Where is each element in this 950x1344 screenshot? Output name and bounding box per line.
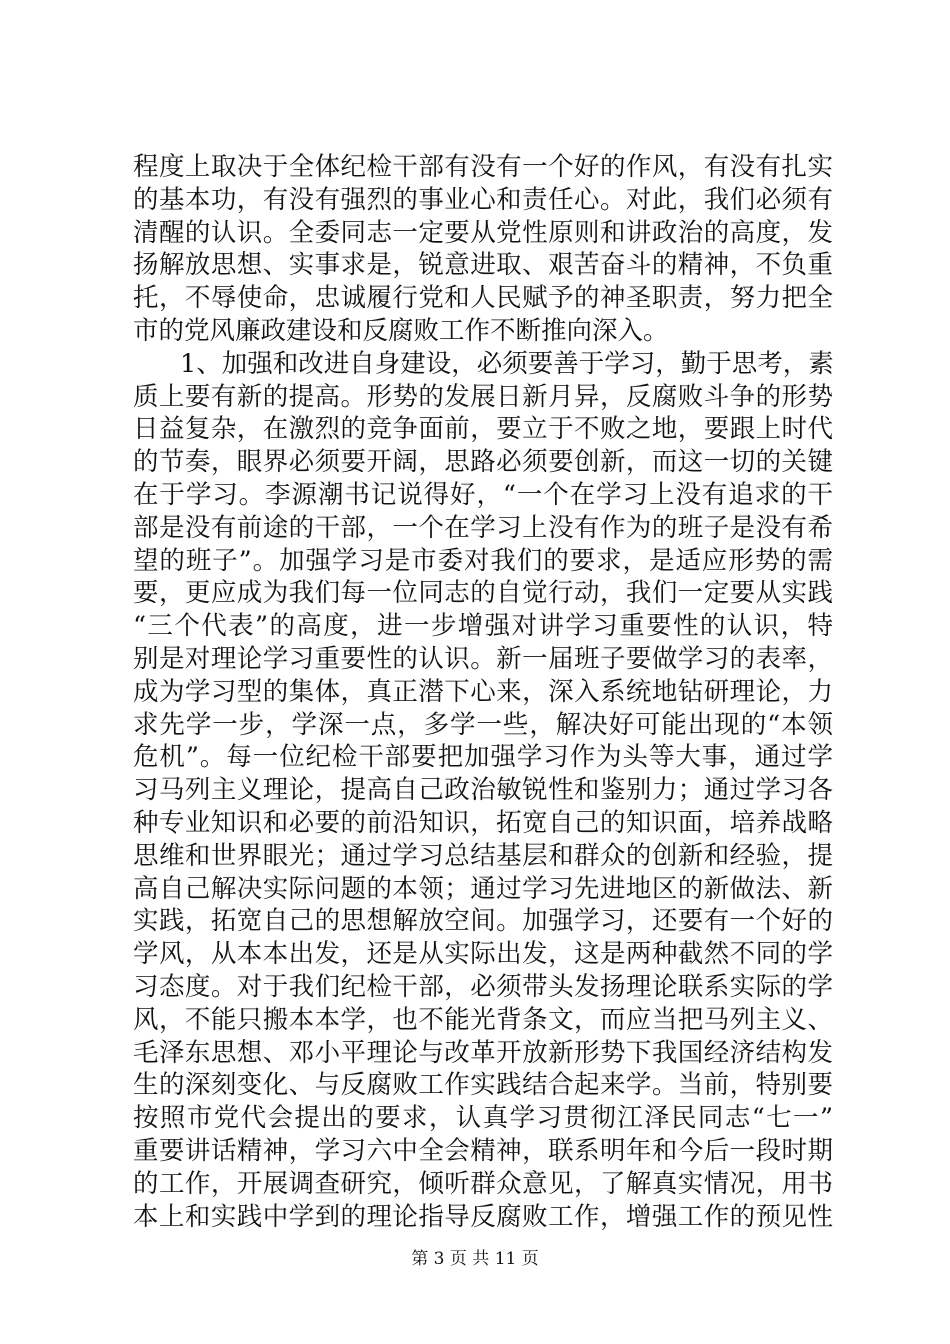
text-line: 望的班子”。加强学习是市委对我们的要求，是适应形势的需	[133, 545, 833, 576]
text-line: 毛泽东思想、邓小平理论与改革开放新形势下我国经济结构发	[133, 1037, 833, 1068]
text-line: 要，更应成为我们每一位同志的自觉行动，我们一定要从实践	[133, 578, 833, 609]
text-line: 实践，拓宽自己的思想解放空间。加强学习，还要有一个好的	[133, 906, 833, 937]
text-line: 别是对理论学习重要性的认识。新一届班子要做学习的表率，	[133, 643, 833, 674]
text-line: “三个代表”的高度，进一步增强对讲学习重要性的认识，特	[133, 611, 833, 642]
text-line: 按照市党代会提出的要求，认真学习贯彻江泽民同志“七一”	[133, 1103, 833, 1134]
text-line: 程度上取决于全体纪检干部有没有一个好的作风，有没有扎实	[133, 152, 833, 182]
text-line: 托，不辱使命，忠诚履行党和人民赋予的神圣职责，努力把全	[133, 283, 833, 314]
text-line: 本上和实践中学到的理论指导反腐败工作，增强工作的预见性	[133, 1201, 833, 1232]
text-line: 的工作，开展调查研究，倾听群众意见，了解真实情况，用书	[133, 1168, 833, 1199]
text-line: 生的深刻变化、与反腐败工作实践结合起来学。当前，特别要	[133, 1070, 833, 1101]
text-line: 危机”。每一位纪检干部要把加强学习作为头等大事，通过学	[133, 742, 833, 773]
text-line: 风，不能只搬本本学，也不能光背条文，而应当把马列主义、	[133, 1004, 833, 1035]
text-line: 清醒的认识。全委同志一定要从党性原则和讲政治的高度，发	[133, 217, 833, 248]
text-line: 质上要有新的提高。形势的发展日新月异，反腐败斗争的形势	[133, 381, 833, 412]
text-line: 1、加强和改进自身建设，必须要善于学习，勤于思考，素	[180, 348, 834, 379]
document-body	[133, 151, 833, 1233]
text-line: 部是没有前途的干部，一个在学习上没有作为的班子是没有希	[133, 512, 833, 543]
text-line: 扬解放思想、实事求是，锐意进取、艰苦奋斗的精神，不负重	[133, 250, 833, 281]
text-line: 的基本功，有没有强烈的事业心和责任心。对此，我们必须有	[133, 184, 833, 215]
text-line: 日益复杂，在激烈的竞争面前，要立于不败之地，要跟上时代	[133, 414, 833, 445]
text-line: 学风，从本本出发，还是从实际出发，这是两种截然不同的学	[133, 939, 833, 970]
page-number: 第 3 页 共 11 页	[411, 1249, 539, 1269]
text-line: 成为学习型的集体，真正潜下心来，深入系统地钻研理论，力	[133, 676, 833, 707]
text-line: 高自己解决实际问题的本领；通过学习先进地区的新做法、新	[133, 873, 833, 904]
text-line: 习态度。对于我们纪检干部，必须带头发扬理论联系实际的学	[133, 971, 833, 1002]
text-line: 重要讲话精神，学习六中全会精神，联系明年和今后一段时期	[133, 1135, 833, 1166]
text-line: 习马列主义理论，提高自己政治敏锐性和鉴别力；通过学习各	[133, 775, 833, 806]
text-line: 求先学一步，学深一点，多学一些，解决好可能出现的“本领	[133, 709, 833, 740]
text-line: 在于学习。李源潮书记说得好，“一个在学习上没有追求的干	[133, 479, 833, 510]
text-line: 思维和世界眼光；通过学习总结基层和群众的创新和经验，提	[133, 840, 833, 871]
text-line: 种专业知识和必要的前沿知识，拓宽自己的知识面，培养战略	[133, 807, 833, 838]
text-line: 的节奏，眼界必须要开阔，思路必须要创新，而这一切的关键	[133, 447, 833, 478]
text-line: 市的党风廉政建设和反腐败工作不断推向深入。	[133, 315, 669, 346]
